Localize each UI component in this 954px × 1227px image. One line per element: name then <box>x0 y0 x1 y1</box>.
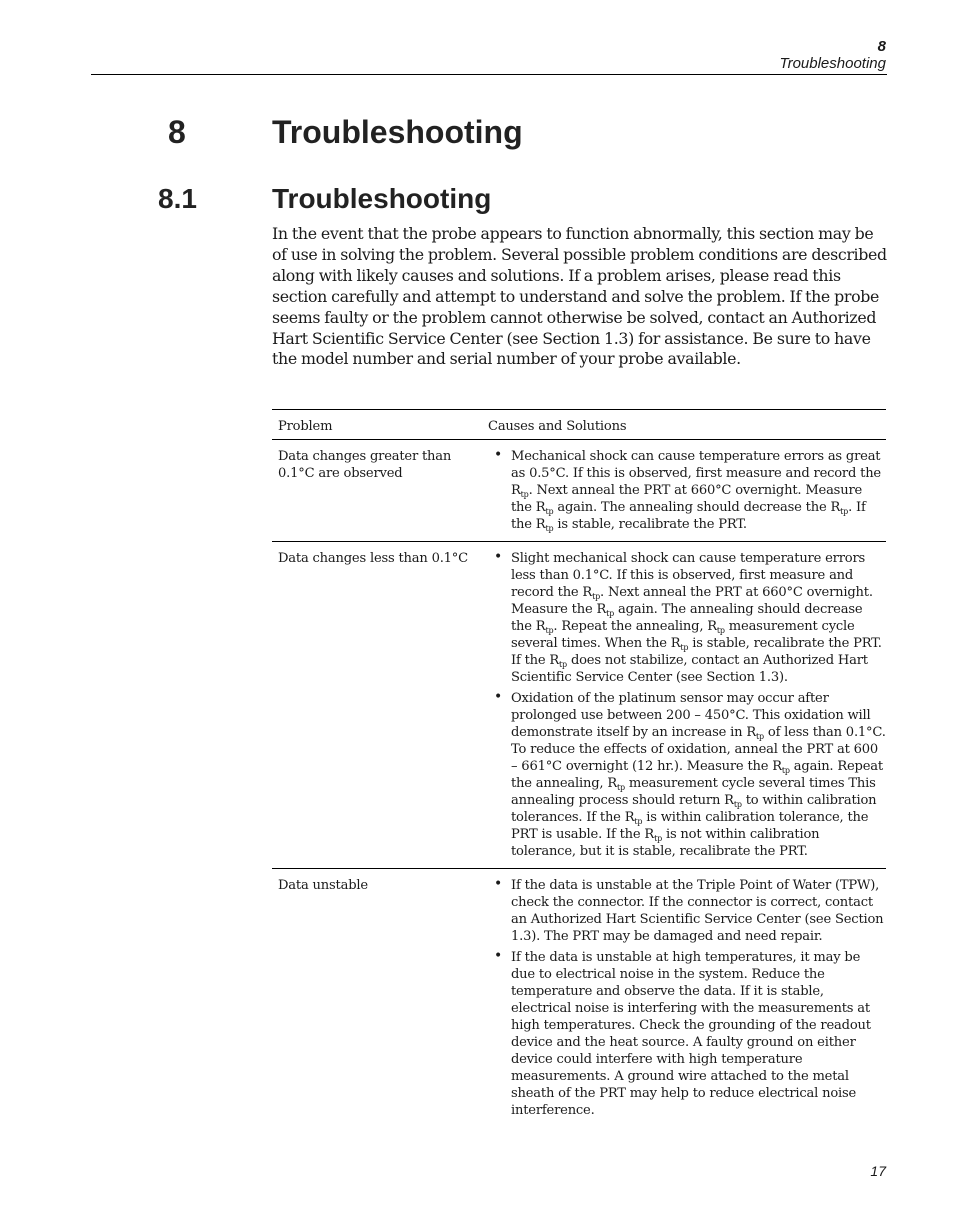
solutions-cell <box>484 440 886 542</box>
solution-item: • Mechanical shock can cause temperature errors as great as 0.5°C. If this is observed, first measure and record the $R_{tp}$. Next anneal the PRT at 660°C overnight. Measure the $R_{tp}$ again. The annealing should decrease the $R_{tp}$. If the $R_{tp}$ is stable, recalibrate the PRT. <box>494 448 886 533</box>
solution-item: • Oxidation of the platinum sensor may occur after prolonged use between 200 – 450°C. This oxidation will demonstrate itself by an increase in $R_{tp}$ of less than 0.1°C. To reduce the effects of oxidation, anneal the PRT at 600 – 661°C overnight (12 hr.). Measure the $R_{tp}$ again. Repeat the annealing, $R_{tp}$ measurement cycle several times This annealing process should return $R_{tp}$ to within calibration tolerances. If the $R_{tp}$ is within calibration tolerance, the PRT is usable. If the $R_{tp}$ is not within calibration tolerance, but it is stable, recalibrate the PRT. <box>494 690 886 860</box>
solutions-list <box>494 877 886 1119</box>
subscript: tp <box>545 524 554 533</box>
solutions-list <box>494 550 886 860</box>
table-row <box>272 869 886 1128</box>
subscript: tp <box>840 507 849 516</box>
solution-item: • If the data is unstable at the Triple Point of Water (TPW), check the connector. If the connector is correct, contact an Authorized Hart Scientific Service Center (see Section 1.3). The PRT may be damaged and need repair. <box>494 877 886 945</box>
problem-cell: Data changes less than 0.1°C <box>278 551 468 566</box>
solutions-list <box>494 448 886 533</box>
table-row <box>272 440 886 542</box>
subscript: tp <box>520 490 529 499</box>
table-body <box>272 440 886 1128</box>
subscript: tp <box>755 732 764 741</box>
chapter-title: Troubleshooting <box>272 114 523 150</box>
subscript: tp <box>617 783 625 792</box>
table-header-row <box>272 410 886 440</box>
subscript: tp <box>606 609 615 618</box>
subscript: tp <box>592 592 601 601</box>
troubleshooting-table <box>272 409 886 1127</box>
running-head-chapter-number: 8 <box>877 38 886 55</box>
solution-item: • Slight mechanical shock can cause temperature errors less than 0.1°C. If this is observed, first measure and record the $R_{tp}$. Next anneal the PRT at 660°C overnight. Measure the $R_{tp}$ again. The annealing should decrease the $R_{tp}$. Repeat the annealing, $R_{tp}$ measurement cycle several times. When the $R_{tp}$ is stable, recalibrate the PRT. If the $R_{tp}$ does not stabilize, contact an Authorized Hart Scientific Service Center (see Section 1.3). <box>494 550 886 686</box>
running-head-chapter-title: Troubleshooting <box>779 55 886 72</box>
page-number: 17 <box>870 1163 886 1179</box>
subscript: tp <box>545 626 554 635</box>
table-row <box>272 542 886 869</box>
subscript: tp <box>545 507 554 516</box>
running-head <box>780 38 886 73</box>
solution-item: • If the data is unstable at high temperatures, it may be due to electrical noise in the system. Reduce the temperature and observe the data. If it is stable, electrical noise is interfering with the measurements at high temperatures. Check the grounding of the readout device and the heat source. A faulty ground on either device could interfere with high temperature measurements. A ground wire attached to the metal sheath of the PRT may help to reduce electrical noise interference. <box>494 949 886 1119</box>
problem-cell: Data changes greater than 0.1°C are observed <box>278 449 452 481</box>
subscript: tp <box>654 834 662 843</box>
subscript: tp <box>634 817 643 826</box>
column-header-causes-solutions: Causes and Solutions <box>488 419 627 434</box>
intro-paragraph: In the event that the probe appears to function abnormally, this section may be of use in solving the problem. Several possible problem conditions are described along with likely causes and solutions. If a problem arises, please read this section carefully and attempt to understand and solve the problem. If the probe seems faulty or the problem cannot otherwise be solved, contact an Authorized Hart Scientific Service Center (see Section 1.3) for assistance. Be sure to have the model number and serial number of your probe available. <box>272 224 887 369</box>
subscript: tp <box>680 643 689 652</box>
subscript: tp <box>781 766 790 775</box>
section-title: Troubleshooting <box>272 183 492 214</box>
section-number: 8.1 <box>158 183 197 214</box>
chapter-number: 8 <box>168 114 186 150</box>
solutions-cell <box>484 869 886 1128</box>
subscript: tp <box>716 626 725 635</box>
subscript: tp <box>559 660 567 669</box>
problem-cell: Data unstable <box>278 878 368 893</box>
subscript: tp <box>733 800 742 809</box>
solutions-cell <box>484 542 886 869</box>
column-header-problem: Problem <box>278 419 333 434</box>
header-rule <box>91 74 887 75</box>
